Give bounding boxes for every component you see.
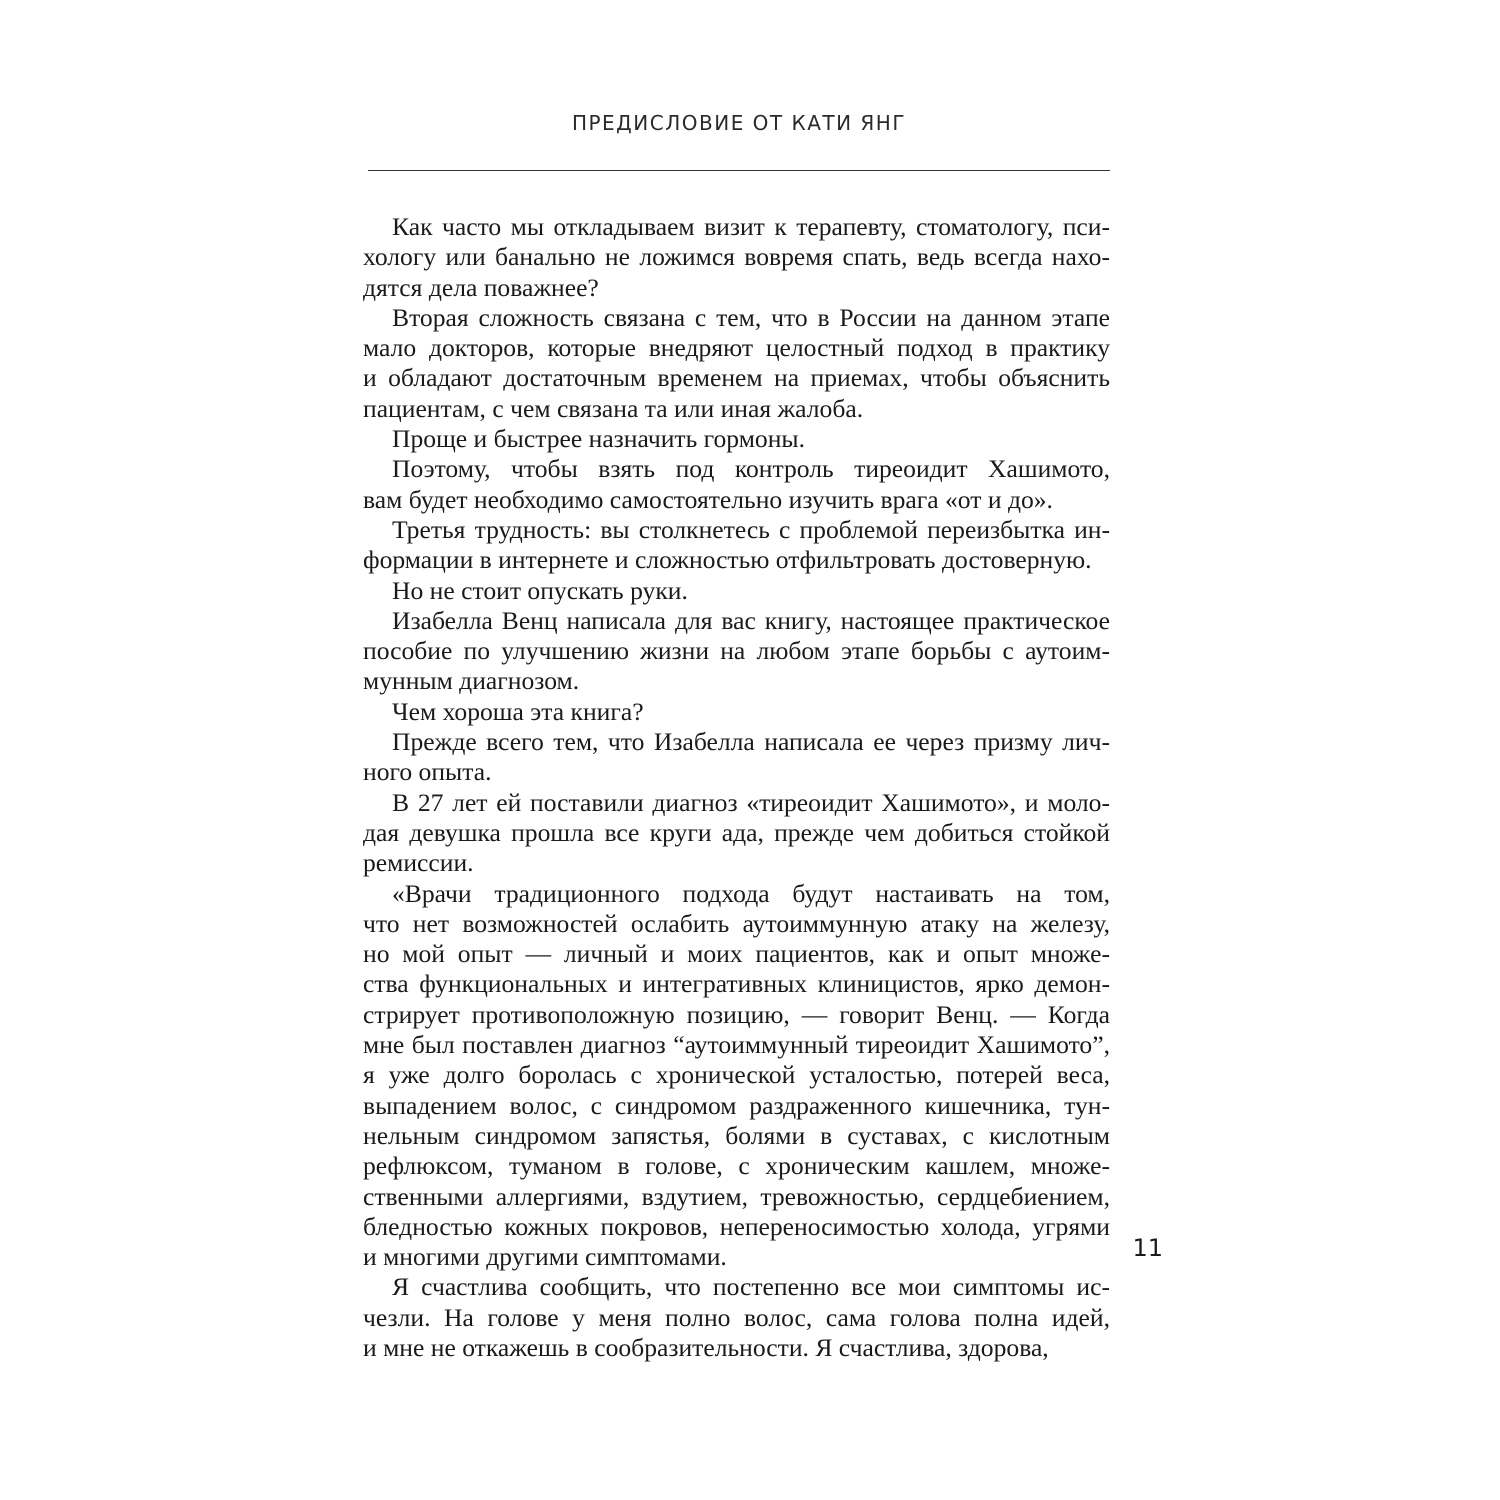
text-line: Поэтому, чтобы взять под контроль тиреоидит Хашимото, <box>392 454 1110 484</box>
text-line: Но не стоит опускать руки. <box>392 575 688 605</box>
text-line: дая девушка прошла все круги ада, прежде чем добиться стойкой <box>363 817 1110 847</box>
paragraph <box>363 788 1110 879</box>
paragraph <box>363 212 1110 303</box>
text-line: Чем хороша эта книга? <box>392 696 644 726</box>
running-title: ПРЕДИСЛОВИЕ ОТ КАТИ ЯНГ <box>571 111 907 135</box>
text-line: стрирует противоположную позицию, — говорит Венц. — Когда <box>363 999 1110 1029</box>
text-line: и мне не откажешь в сообразительности. Я счастлива, здорова, <box>363 1332 1049 1362</box>
text-line: что нет возможностей ослабить аутоиммунную атаку на железу, <box>363 908 1110 938</box>
text-line: «Врачи традиционного подхода будут настаивать на том, <box>392 878 1110 908</box>
paragraph <box>363 515 1110 576</box>
body-text <box>363 212 1110 1363</box>
text-line: формации в интернете и сложностью отфильтровать достоверную. <box>363 545 1092 575</box>
text-line: мало докторов, которые внедряют целостный подход в практику <box>363 333 1110 363</box>
paragraph <box>363 454 1110 515</box>
text-line: Изабелла Венц написала для вас книгу, настоящее практическое <box>392 605 1110 635</box>
text-line: ного опыта. <box>363 757 492 787</box>
paragraph <box>363 606 1110 697</box>
paragraph <box>363 727 1110 788</box>
text-line: но мой опыт — личный и моих пациентов, как и опыт множе- <box>363 939 1110 969</box>
text-line: пациентам, с чем связана та или иная жалоба. <box>363 393 864 423</box>
text-line: В 27 лет ей поставили диагноз «тиреоидит Хашимото», и моло- <box>392 787 1110 817</box>
text-line: и многими другими симптомами. <box>363 1242 727 1272</box>
text-line: вам будет необходимо самостоятельно изучить врага «от и до». <box>363 484 1053 514</box>
text-line: Как часто мы откладываем визит к терапевту, стоматологу, пси- <box>392 212 1110 241</box>
text-line: дятся дела поважнее? <box>363 272 599 302</box>
text-line: нельным синдромом запястья, болями в суставах, с кислотным <box>363 1120 1110 1150</box>
paragraph <box>363 1272 1110 1363</box>
paragraph <box>363 424 1110 454</box>
paragraph <box>363 697 1110 727</box>
text-line: Прежде всего тем, что Изабелла написала ее через призму лич- <box>392 727 1110 757</box>
paragraph <box>363 303 1110 424</box>
paragraph <box>363 879 1110 1273</box>
text-line: я уже долго боролась с хронической усталостью, потерей веса, <box>363 1060 1110 1090</box>
page-number: 11 <box>1132 1234 1163 1262</box>
text-line: чезли. На голове у меня полно волос, сама голова полна идей, <box>363 1302 1110 1332</box>
text-line: бледностью кожных покровов, непереносимостью холода, угрями <box>363 1211 1110 1241</box>
text-line: ремиссии. <box>363 848 474 878</box>
text-line: и обладают достаточным временем на приемах, чтобы объяснить <box>363 363 1110 393</box>
text-line: рефлюксом, туманом в голове, с хроническим кашлем, множе- <box>363 1151 1110 1181</box>
text-line: Третья трудность: вы столкнетесь с проблемой переизбытка ин- <box>392 514 1110 544</box>
text-line: выпадением волос, с синдромом раздраженного кишечника, тун- <box>363 1090 1110 1120</box>
text-line: ства функциональных и интегративных клиницистов, ярко демон- <box>363 969 1110 999</box>
text-line: Я счастлива сообщить, что постепенно все мои симптомы ис- <box>392 1272 1110 1302</box>
text-line: мне был поставлен диагноз “аутоиммунный тиреоидит Хашимото”, <box>363 1030 1110 1060</box>
text-line: ственными аллергиями, вздутием, тревожностью, сердцебиением, <box>363 1181 1110 1211</box>
text-line: пособие по улучшению жизни на любом этапе борьбы с аутоим- <box>363 636 1110 666</box>
paragraph <box>363 576 1110 606</box>
header-rule <box>368 170 1110 171</box>
text-line: Проще и быстрее назначить гормоны. <box>392 424 805 454</box>
text-line: Вторая сложность связана с тем, что в России на данном этапе <box>392 302 1110 332</box>
text-line: хологу или банально не ложимся вовремя спать, ведь всегда нахо- <box>363 242 1110 272</box>
text-line: мунным диагнозом. <box>363 666 580 696</box>
